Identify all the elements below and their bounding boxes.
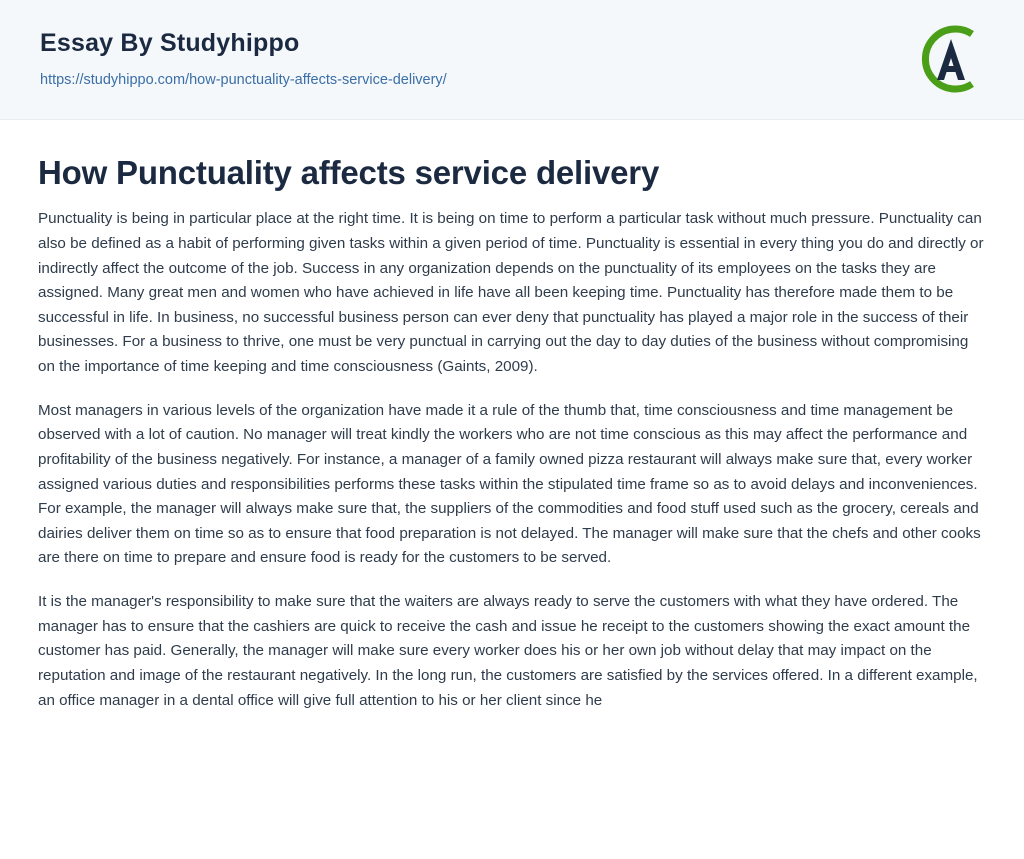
article-paragraph: Most managers in various levels of the organization have made it a rule of the thumb that, time consciousness and time management be observed with a lot of caution. No manager will treat kindly the workers who are not time conscious as this may affect the performance and profitability of the business negatively. For instance, a manager of a family owned pizza restaurant will always make sure that, every worker assigned various duties and responsibilities performs these tasks within the stipulated time frame so as to avoid delays and inconveniences. For example, the manager will always make sure that, the suppliers of the commodities and food stuff used such as the grocery, cereals and dairies deliver them on time so as to ensure that food preparation is not delayed. The manager will make sure that the chefs and other cooks are there on time to prepare and ensure food is ready for the customers to be served. [38, 401, 981, 567]
article-paragraph: Punctuality is being in particular place at the right time. It is being on time to perform a particular task without much pressure. Punctuality can also be defined as a habit of performing given tasks within a given period of time. Punctuality is essential in every thing you do and directly or indirectly affect the outcome of the job. Success in any organization depends on the punctuality of its employees on the tasks they are assigned. Many great men and women who have achieved in life have all been keeping time. Punctuality has therefore made them to be successful in life. In business, no successful business person can ever deny that punctuality has played a major role in the success of their businesses. For a business to thrive, one must be very punctual in carrying out the day to day duties of the business without compromising on the importance of time keeping and time consciousness (Gaints, 2009). [38, 210, 984, 375]
article-content [0, 120, 1024, 713]
studyhippo-logo-icon [912, 20, 990, 98]
site-url-link[interactable]: https://studyhippo.com/how-punctuality-affects-service-delivery/ [40, 72, 447, 88]
page-title: How Punctuality affects service delivery [38, 154, 660, 191]
site-brand: Essay By Studyhippo [40, 29, 300, 57]
site-header [0, 0, 1024, 120]
article-paragraph: It is the manager's responsibility to make sure that the waiters are always ready to serve the customers with what they have ordered. The manager has to ensure that the cashiers are quick to receive the cash and issue he receipt to the customers showing the exact amount the customer has paid. Generally, the manager will make sure every worker does his or her own job without delay that may impact on the reputation and image of the restaurant negatively. In the long run, the customers are satisfied by the services offered. In a different example, an office manager in a dental office will give full attention to his or her client since he [38, 593, 978, 709]
